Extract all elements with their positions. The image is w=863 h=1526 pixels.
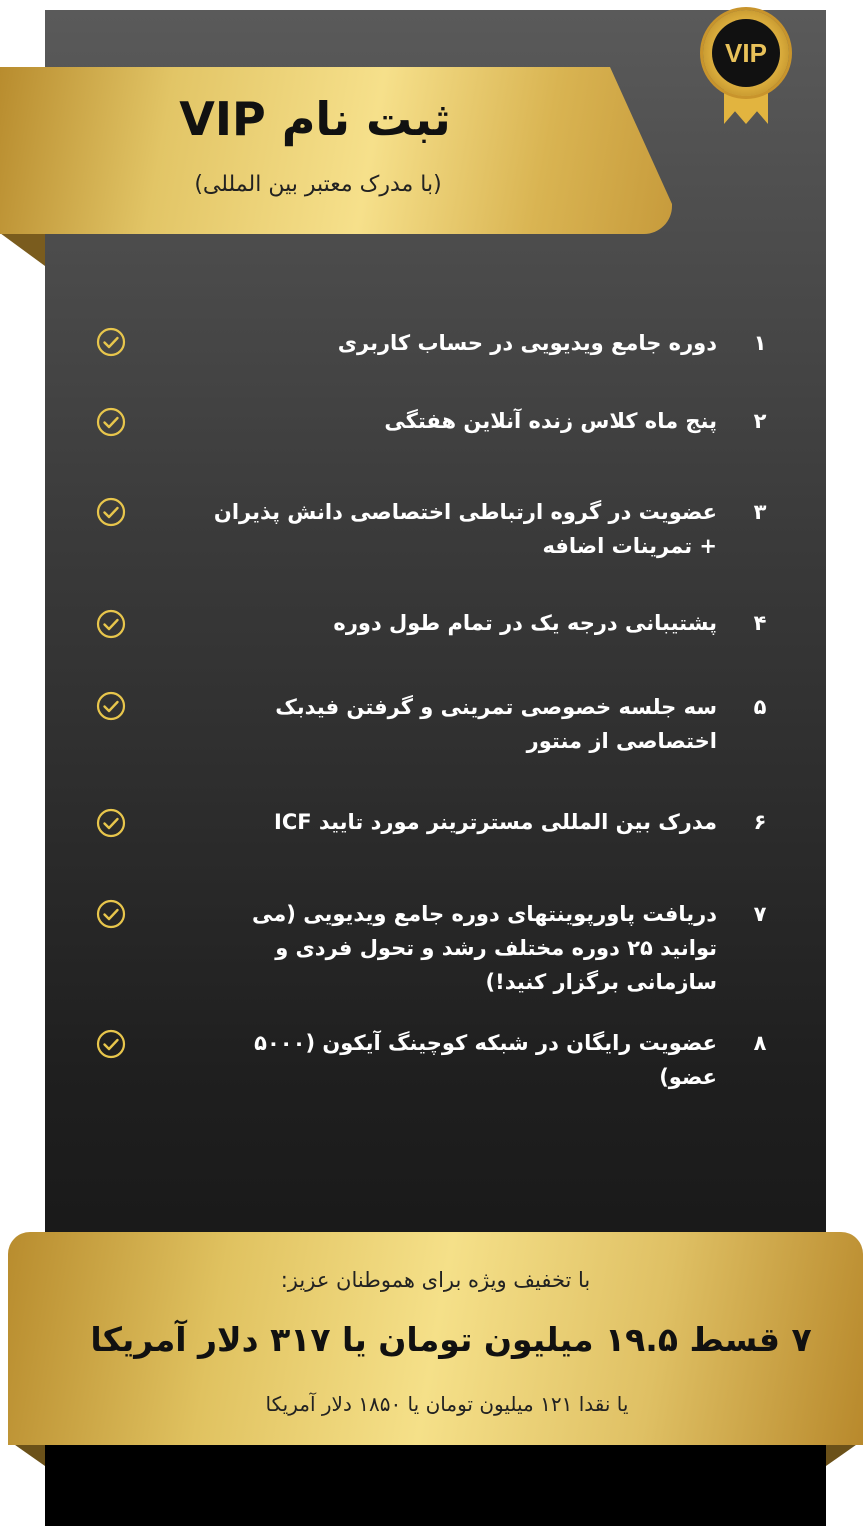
item-text: پشتیبانی درجه یک در تمام طول دوره	[333, 611, 717, 635]
check-circle-icon	[96, 497, 126, 527]
ribbon-fold	[0, 233, 45, 266]
item-number: ۸	[753, 1031, 767, 1055]
card-footer	[45, 1445, 826, 1526]
item-number: ۶	[753, 810, 767, 834]
cash-price: یا نقدا ۱۲۱ میلیون تومان یا ۱۸۵۰ دلار آمریکا	[265, 1392, 629, 1416]
check-circle-icon	[96, 609, 126, 639]
check-circle-icon	[96, 327, 126, 357]
item-number: ۴	[753, 611, 767, 635]
item-text: عضویت در گروه ارتباطی اختصاصی دانش پذیران + تمرینات اضافه	[213, 500, 717, 558]
item-number: ۱	[753, 331, 767, 355]
item-text: عضویت رایگان در شبکه کوچینگ آیکون (۵۰۰۰ عضو)	[254, 1031, 717, 1089]
item-text: سه جلسه خصوصی تمرینی و گرفتن فیدبک اختصاصی از منتور	[275, 695, 717, 753]
medal-label: VIP	[712, 19, 780, 87]
item-text: دوره جامع ویدیویی در حساب کاربری	[337, 331, 717, 355]
item-text: مدرک بین المللی مسترترینر مورد تایید ICF	[274, 810, 717, 834]
page-title: ثبت نام VIP	[179, 92, 451, 146]
check-circle-icon	[96, 808, 126, 838]
item-number: ۲	[753, 409, 767, 433]
check-circle-icon	[96, 691, 126, 721]
item-text: پنج ماه کلاس زنده آنلاین هفتگی	[384, 409, 717, 433]
item-text: دریافت پاورپوینتهای دوره جامع ویدیویی (می توانید ۲۵ دوره مختلف رشد و تحول فردی و سازمانی برگزار کنید!)	[252, 902, 717, 994]
installment-price: ۷ قسط ۱۹.۵ میلیون تومان یا ۳۱۷ دلار آمریکا	[90, 1320, 812, 1359]
item-number: ۵	[753, 695, 767, 719]
page-subtitle: (با مدرک معتبر بین المللی)	[194, 172, 442, 197]
item-number: ۳	[753, 500, 767, 524]
item-number: ۷	[753, 902, 767, 926]
check-circle-icon	[96, 1029, 126, 1059]
check-circle-icon	[96, 899, 126, 929]
discount-intro: با تخفیف ویژه برای هموطنان عزیز:	[280, 1268, 591, 1292]
check-circle-icon	[96, 407, 126, 437]
